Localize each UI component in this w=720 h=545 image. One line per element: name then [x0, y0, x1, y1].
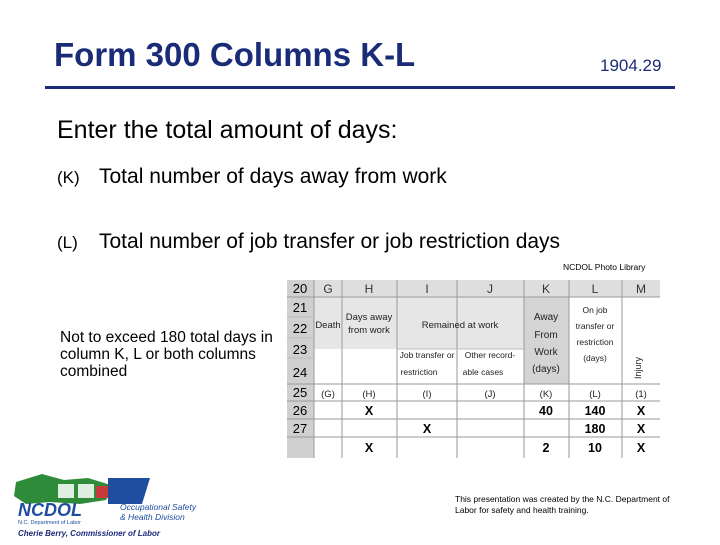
- logo-dept: N.C. Department of Labor: [18, 520, 81, 526]
- cell-k-row27: 2: [542, 441, 550, 455]
- logo-commissioner: Cherie Berry, Commissioner of Labor: [18, 529, 160, 538]
- header-job-transfer: Job transfer or: [399, 350, 455, 360]
- col-letter-h: H: [364, 282, 374, 296]
- col-code: (H): [362, 389, 376, 400]
- header-other-recordable: able cases: [462, 367, 504, 377]
- header-other-recordable: Other record-: [464, 350, 516, 360]
- row-number: 25: [292, 385, 308, 400]
- col-letter-m: M: [636, 282, 646, 296]
- col-code: (I): [422, 389, 432, 400]
- cell-m-row25: X: [636, 404, 646, 418]
- col-code: (G): [321, 389, 335, 400]
- form-300-excerpt: [287, 280, 660, 458]
- row-number: 22: [292, 321, 308, 336]
- col-letter-j: J: [487, 282, 493, 296]
- header-l: transfer or: [575, 321, 615, 331]
- col-letter-g: G: [323, 282, 333, 296]
- limit-note: Not to exceed 180 total days in column K, L or both columns combined: [60, 329, 273, 381]
- header-job-transfer: restriction: [400, 367, 438, 377]
- cell-l-row27: 10: [588, 441, 602, 455]
- header-l: On job: [582, 305, 608, 315]
- header-days-away: from work: [348, 325, 390, 336]
- cell-m-row26: X: [636, 422, 646, 436]
- item-k-text: Total number of days away from work: [99, 165, 447, 188]
- col-letter-i: I: [425, 282, 429, 296]
- row-number: 21: [292, 300, 308, 315]
- header-remained-at-work: Remained at work: [421, 320, 499, 331]
- col-code: (J): [484, 389, 496, 400]
- header-k: Away: [533, 312, 559, 323]
- cell-k-row25: 40: [539, 404, 553, 418]
- ncdol-logo: [10, 470, 220, 545]
- header-k: From: [534, 330, 558, 341]
- row-number: 26: [292, 403, 308, 418]
- regulation-code: 1904.29: [600, 56, 662, 75]
- item-l-marker: (L): [57, 233, 78, 252]
- col-code: (L): [589, 389, 601, 400]
- title-divider: [45, 86, 675, 89]
- col-code: (1): [635, 389, 647, 400]
- row-number: 24: [292, 365, 308, 380]
- row-number: 20: [292, 281, 308, 296]
- logo-org: NCDOL: [18, 500, 82, 520]
- cell-h-row25: X: [364, 404, 374, 418]
- row-number: 23: [292, 342, 308, 357]
- header-k: Work: [534, 347, 558, 358]
- col-letter-l: L: [591, 282, 599, 296]
- item-l-text: Total number of job transfer or job restriction days: [99, 230, 561, 253]
- header-m: Injury: [633, 356, 643, 380]
- logo-division: & Health Division: [120, 512, 185, 522]
- row-number: 27: [292, 421, 308, 436]
- col-code: (K): [539, 389, 553, 400]
- item-k: [57, 165, 447, 189]
- logo-division: Occupational Safety: [120, 502, 197, 512]
- lead-text: Enter the total amount of days:: [57, 116, 398, 144]
- header-death: Death: [315, 320, 341, 331]
- cell-l-row26: 180: [584, 422, 606, 436]
- header-days-away: Days away: [345, 312, 393, 323]
- photo-credit: NCDOL Photo Library: [563, 262, 646, 272]
- header-k: (days): [532, 364, 560, 375]
- cell-l-row25: 140: [584, 404, 606, 418]
- col-letter-k: K: [541, 282, 551, 296]
- slide-title: Form 300 Columns K-L: [54, 36, 416, 73]
- cell-h-row27: X: [364, 441, 374, 455]
- item-k-marker: (K): [57, 168, 80, 187]
- header-l: (days): [583, 353, 607, 363]
- cell-m-row27: X: [636, 441, 646, 455]
- item-l: [57, 230, 560, 254]
- cell-i-row26: X: [422, 422, 432, 436]
- header-l: restriction: [576, 337, 614, 347]
- footer-note: This presentation was created by the N.C. Department of Labor for safety and health training.: [455, 494, 670, 516]
